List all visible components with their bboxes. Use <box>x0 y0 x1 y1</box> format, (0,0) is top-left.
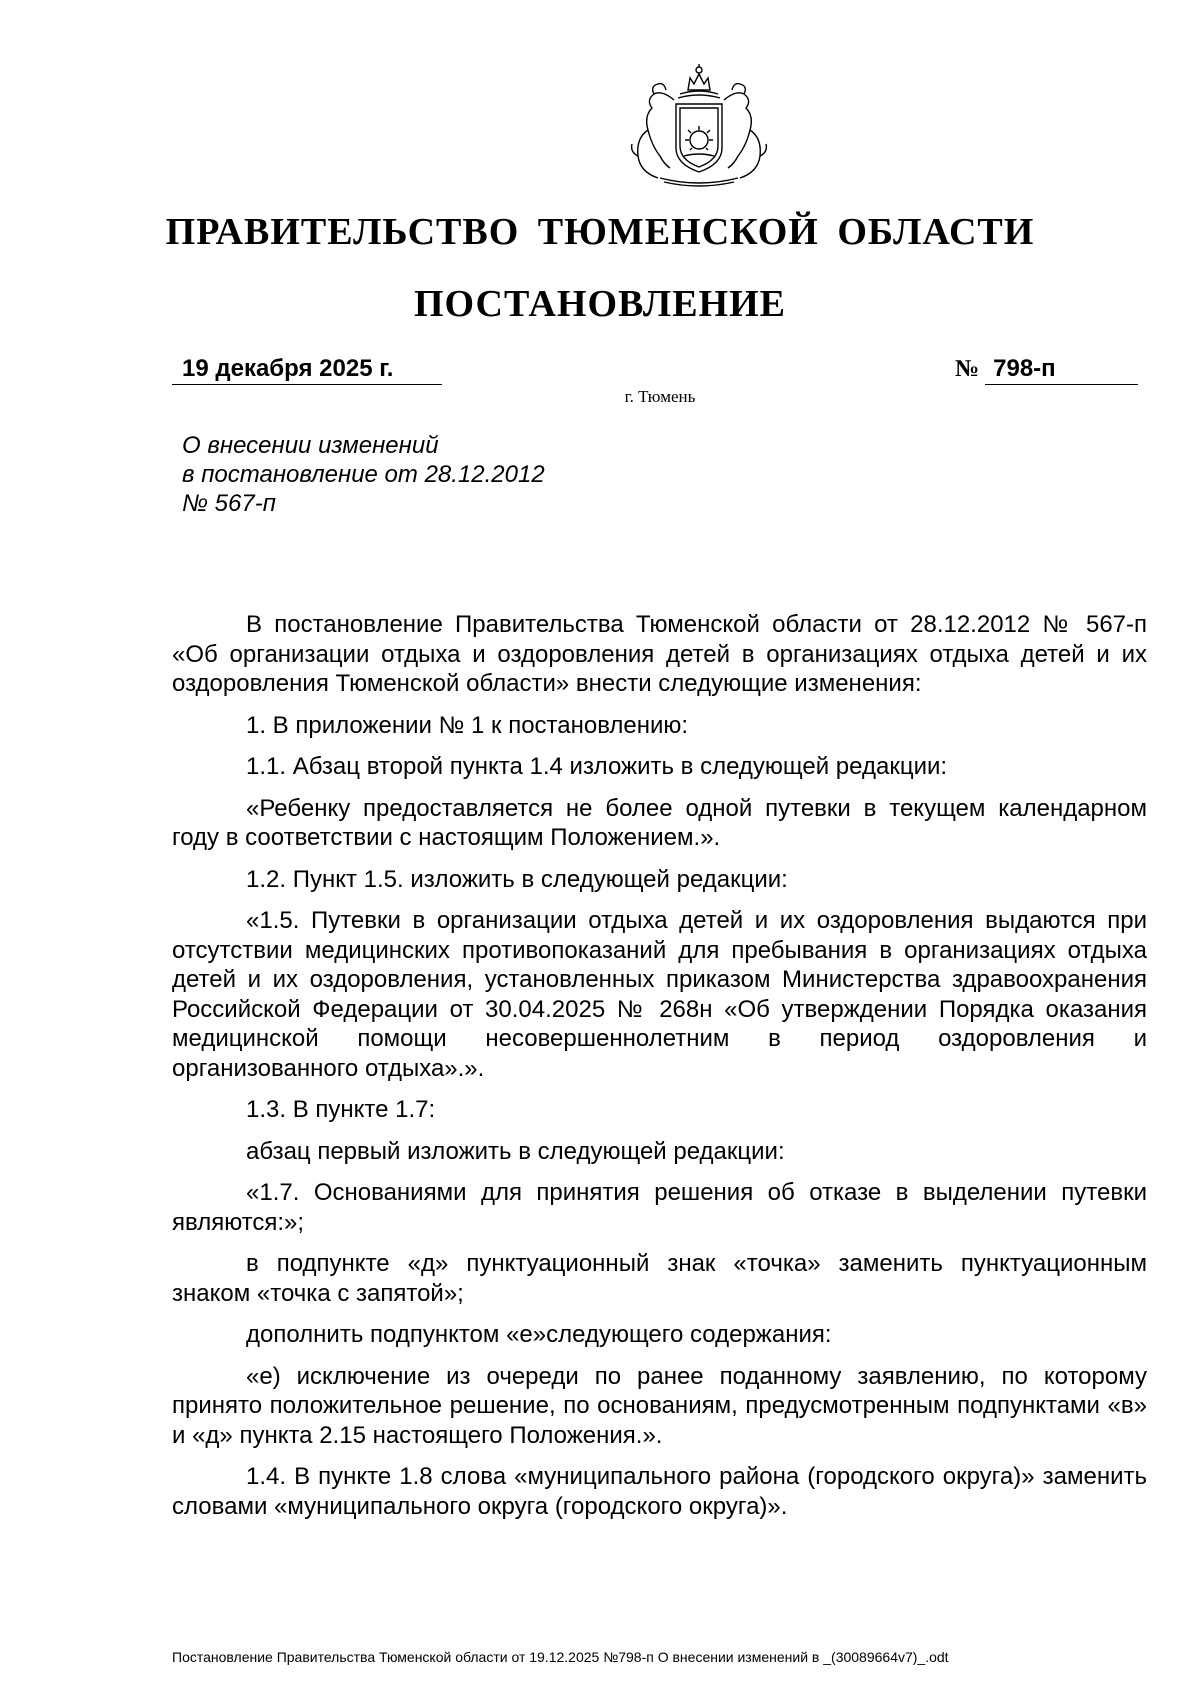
document-body <box>172 610 1147 1533</box>
body-paragraph: 1. В приложении № 1 к постановлению: <box>246 711 689 739</box>
document-type: ПОСТАНОВЛЕНИЕ <box>413 283 787 325</box>
number-sign: № <box>955 356 980 382</box>
body-paragraph: В постановление Правительства Тюменской области от 28.12.2012 № 567-п «Об организации отдыха и оздоровления детей в организациях отдыха детей и их оздоровления Тюменской области» внести следующие изменения: <box>172 611 1147 697</box>
subject-line: в постановление от 28.12.2012 <box>182 461 545 488</box>
body-paragraph: 1.4. В пункте 1.8 слова «муниципального района (городского округа)» заменить словами «муниципального округа (городского округа)». <box>172 1463 1147 1520</box>
document-subject <box>182 431 545 518</box>
subject-line: № 567-п <box>182 490 276 517</box>
coat-of-arms-icon <box>624 60 774 188</box>
body-paragraph: 1.2. Пункт 1.5. изложить в следующей редакции: <box>246 865 788 893</box>
body-paragraph: «1.7. Основаниями для принятия решения об отказе в выделении путевки являются:»; <box>172 1179 1147 1236</box>
city: г. Тюмень <box>624 387 696 406</box>
document-date: 19 декабря 2025 г. <box>172 355 442 385</box>
body-paragraph: «е) исключение из очереди по ранее поданному заявлению, по которому принято положительное решение, по основаниям, предусмотренным подпунктами «в» и «д» пункта 2.15 настоящего Положения.». <box>172 1362 1147 1449</box>
body-paragraph: «Ребенку предоставляется не более одной путевки в текущем календарном году в соответствии с настоящим Положением.». <box>172 794 1147 851</box>
body-paragraph: 1.1. Абзац второй пункта 1.4 изложить в следующей редакции: <box>246 753 948 780</box>
body-paragraph: «1.5. Путевки в организации отдыха детей и их оздоровления выдаются при отсутствии медицинских противопоказаний для пребывания в организациях отдыха детей и их оздоровления, установленных приказом Министерства здравоохранения Российской Федерации от 30.04.2025 № 268н «Об утверждении Порядка оказания медицинской помощи несовершеннолетним в период оздоровления и организованного отдыха».». <box>172 907 1147 1082</box>
body-paragraph: абзац первый изложить в следующей редакции: <box>246 1137 785 1165</box>
number-value: 798-п <box>985 355 1138 385</box>
footer-filename: Постановление Правительства Тюменской области от 19.12.2025 №798-п О внесении изменений в _(30089664v7)_.odt <box>172 1649 949 1665</box>
body-paragraph: в подпункте «д» пунктуационный знак «точка» заменить пунктуационным знаком «точка с запятой»; <box>172 1250 1147 1307</box>
government-title: ПРАВИТЕЛЬСТВО ТЮМЕНСКОЙ ОБЛАСТИ <box>165 211 1035 253</box>
body-paragraph: дополнить подпунктом «е»следующего содержания: <box>246 1321 832 1348</box>
subject-line: О внесении изменений <box>182 432 439 459</box>
body-paragraph: 1.3. В пункте 1.7: <box>246 1096 436 1123</box>
document-number <box>955 355 1138 385</box>
